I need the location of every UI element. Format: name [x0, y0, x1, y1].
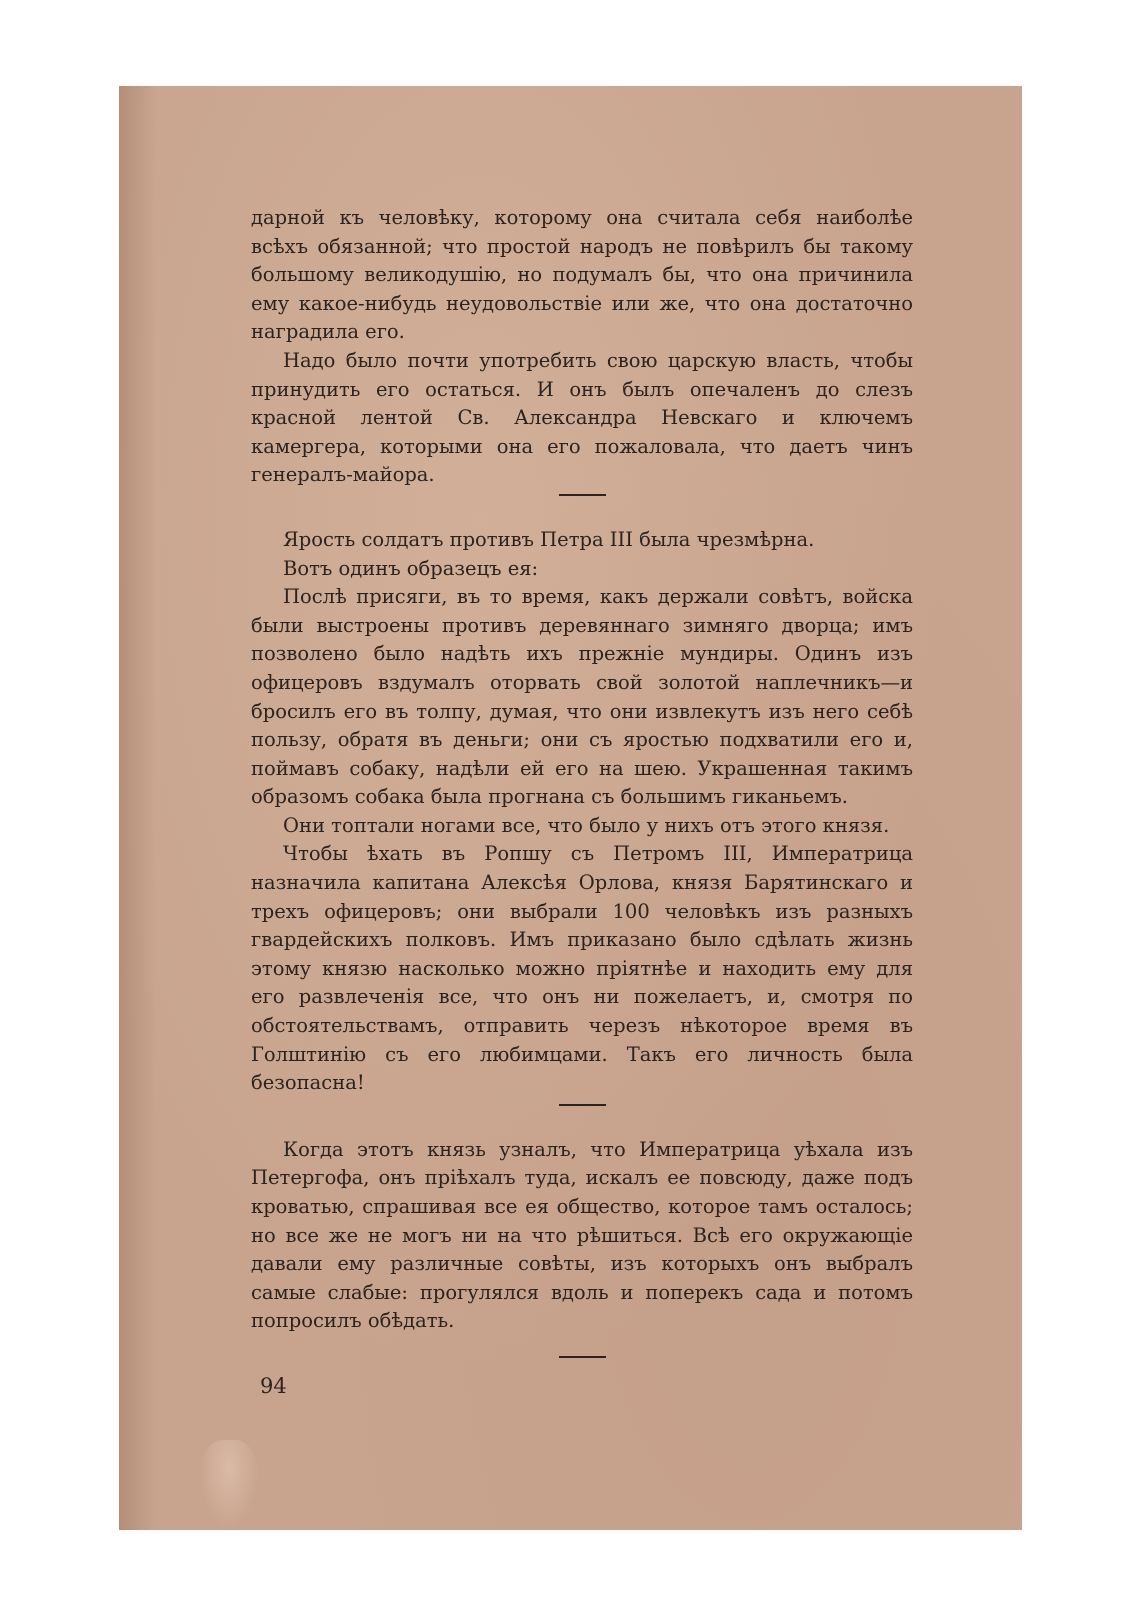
paragraph: дарной къ человѣку, которому она считала себя наиболѣе всѣхъ обязанной; что простой народъ не повѣрилъ бы такому большому великодушію, но подумалъ бы, что она причинила ему какое-нибудь неудовольствіе или же, что она достаточно наградила его.	[251, 206, 913, 344]
paragraph: Когда этотъ князь узналъ, что Императрица уѣхала изъ Петергофа, онъ пріѣхалъ туда, искалъ ее повсюду, даже подъ кроватью, спрашивая все ея общество, которое тамъ осталось; но все же не могъ ни на что рѣшиться. Всѣ его окружающіе давали ему различные совѣты, изъ которыхъ онъ выбралъ самые слабые: прогулялся вдоль и поперекъ сада и потомъ попросилъ обѣдать.	[251, 1137, 913, 1333]
page-body	[251, 204, 913, 1358]
section-divider	[559, 494, 606, 496]
page-edge-shadow	[119, 86, 157, 1530]
book-page	[119, 86, 1022, 1530]
paragraph: Надо было почти употребить свою царскую власть, чтобы принудить его остаться. И онъ былъ опечаленъ до слезъ красной лентой Св. Александра Невскаго и ключемъ камергера, которыми она его пожаловала, что даетъ чинъ генералъ-майора.	[251, 348, 913, 487]
paragraph: Вотъ одинъ образецъ ея:	[283, 556, 539, 580]
section-divider	[559, 1104, 606, 1106]
section-divider	[559, 1356, 606, 1358]
paper-stain	[199, 1440, 259, 1530]
paragraph: Они топтали ногами все, что было у нихъ отъ этого князя.	[283, 813, 890, 837]
paragraph: Чтобы ѣхать въ Ропшу съ Петромъ III, Императрица назначила капитана Алексѣя Орлова, князя Барятинскаго и трехъ офицеровъ; они выбрали 100 человѣкъ изъ разныхъ гвардейскихъ полковъ. Имъ приказано было сдѣлать жизнь этому князю насколько можно пріятнѣе и находить ему для его развлеченія все, что онъ ни пожелаетъ, и, смотря по обстоятельствамъ, отправить черезъ нѣкоторое время въ Голштинію съ его любимцами. Такъ его личность была безопасна!	[251, 842, 913, 1095]
paragraph: Ярость солдатъ противъ Петра III была чрезмѣрна.	[283, 527, 815, 551]
page-number: 94	[260, 1374, 287, 1398]
paragraph: Послѣ присяги, въ то время, какъ держали совѣтъ, войска были выстроены противъ деревяннаго зимняго дворца; имъ позволено было надѣть ихъ прежніе мундиры. Одинъ изъ офицеровъ вздумалъ оторвать свой золотой наплечникъ—и бросилъ его въ толпу, думая, что они извлекутъ изъ него себѣ пользу, обратя въ деньги; они съ яростью подхватили его и, поймавъ собаку, надѣли ей его на шею. Украшенная такимъ образомъ собака была прогнана съ большимъ гиканьемъ.	[251, 585, 913, 809]
